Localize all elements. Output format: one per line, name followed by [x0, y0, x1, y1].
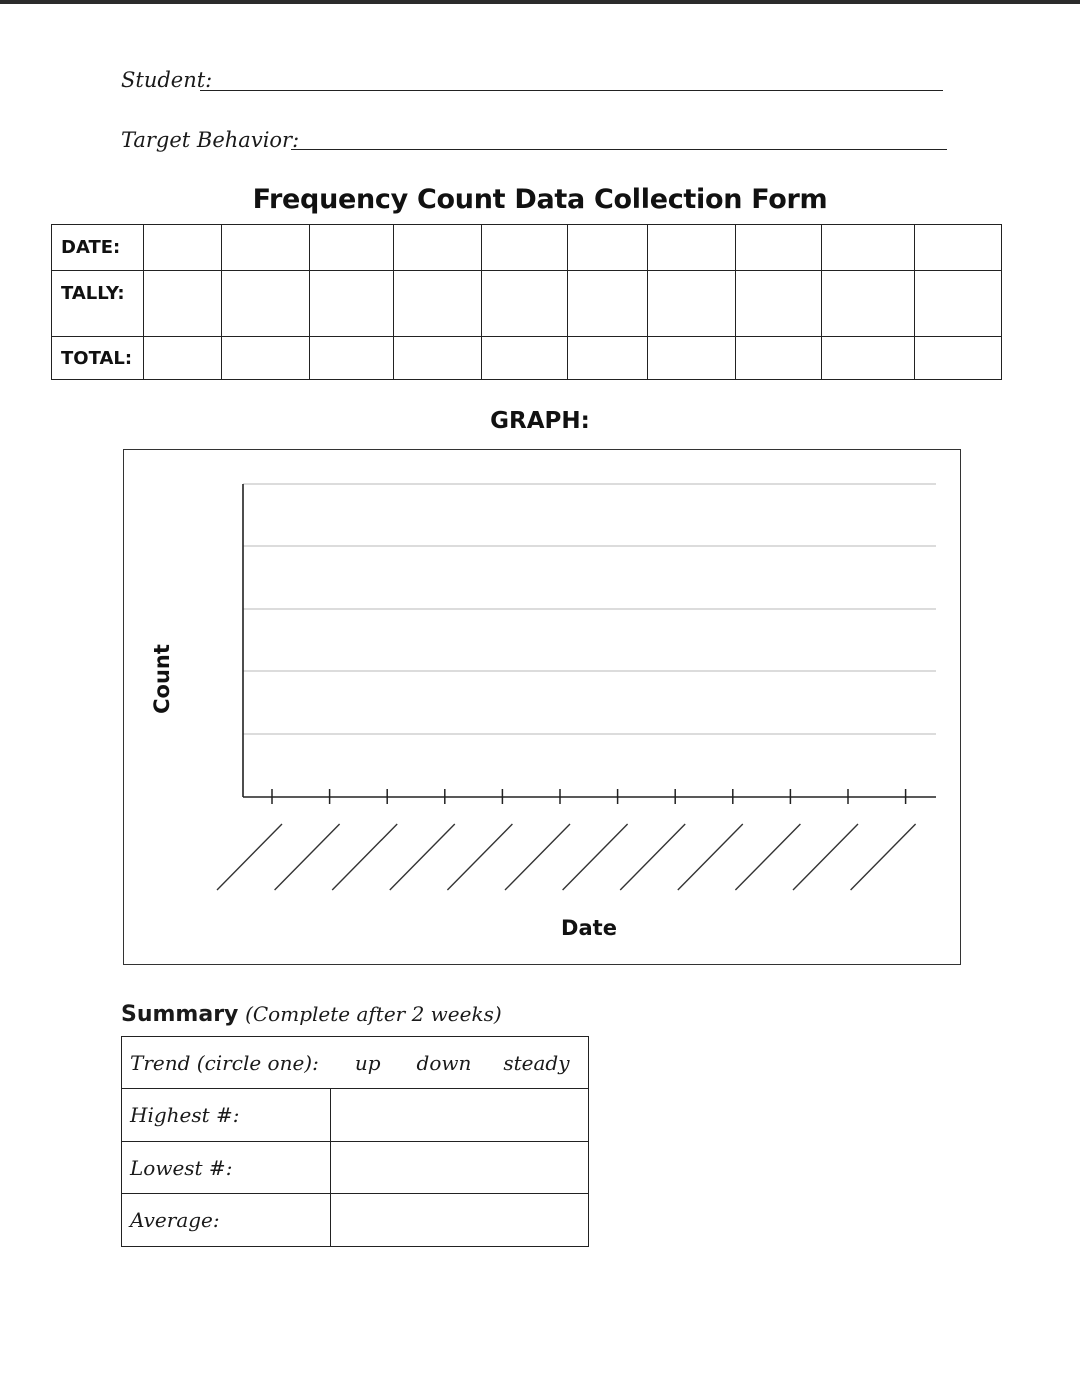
tally-cell[interactable] [222, 271, 310, 337]
date-cell[interactable] [482, 225, 568, 271]
total-cell[interactable] [310, 337, 394, 380]
date-cell[interactable] [822, 225, 915, 271]
date-label-slot[interactable] [793, 824, 858, 890]
date-label-slot[interactable] [275, 824, 340, 890]
date-label-slot[interactable] [851, 824, 916, 890]
total-cell[interactable] [144, 337, 222, 380]
date-row-label: DATE: [52, 225, 144, 271]
date-label-slot[interactable] [332, 824, 397, 890]
top-border [0, 0, 1080, 4]
date-label-slot[interactable] [390, 824, 455, 890]
count-chart [124, 450, 962, 966]
tally-cell[interactable] [310, 271, 394, 337]
average-value-cell[interactable] [331, 1194, 589, 1247]
graph-title: GRAPH: [490, 408, 590, 434]
total-cell[interactable] [736, 337, 822, 380]
date-label-slot[interactable] [447, 824, 512, 890]
tally-cell[interactable] [736, 271, 822, 337]
lowest-value-cell[interactable] [331, 1142, 589, 1194]
date-cell[interactable] [648, 225, 736, 271]
date-label-slot[interactable] [505, 824, 570, 890]
tally-row [52, 271, 1002, 337]
tally-cell[interactable] [394, 271, 482, 337]
date-label-slot[interactable] [678, 824, 743, 890]
x-axis-label: Date [561, 916, 617, 940]
total-cell[interactable] [222, 337, 310, 380]
total-cell[interactable] [482, 337, 568, 380]
tally-cell[interactable] [648, 271, 736, 337]
tally-cell[interactable] [482, 271, 568, 337]
graph-frame [123, 449, 961, 965]
y-axis-label: Count [150, 644, 174, 714]
date-label-slots [217, 824, 916, 890]
date-label-slot[interactable] [735, 824, 800, 890]
tally-row-label: TALLY: [52, 271, 144, 337]
total-cell[interactable] [915, 337, 1002, 380]
summary-note: (Complete after 2 weeks) [245, 1002, 502, 1026]
tally-cell[interactable] [822, 271, 915, 337]
tally-cell[interactable] [915, 271, 1002, 337]
trend-label: Trend (circle one): [130, 1050, 319, 1075]
highest-row [122, 1089, 589, 1142]
student-field[interactable] [200, 90, 943, 91]
summary-table [121, 1036, 589, 1247]
total-cell[interactable] [394, 337, 482, 380]
summary-title: Summary [121, 1002, 239, 1027]
date-label-slot[interactable] [217, 824, 282, 890]
tally-cell[interactable] [568, 271, 648, 337]
date-label-slot[interactable] [563, 824, 628, 890]
date-cell[interactable] [915, 225, 1002, 271]
target-behavior-label: Target Behavior: [121, 128, 300, 152]
trend-option-steady[interactable]: steady [503, 1050, 570, 1075]
total-row [52, 337, 1002, 380]
total-cell[interactable] [648, 337, 736, 380]
target-behavior-field[interactable] [291, 149, 947, 150]
trend-option-up[interactable]: up [354, 1050, 381, 1075]
total-cell[interactable] [568, 337, 648, 380]
date-cell[interactable] [144, 225, 222, 271]
date-cell[interactable] [310, 225, 394, 271]
trend-option-down[interactable]: down [416, 1050, 472, 1075]
chart-gridlines [243, 484, 936, 734]
date-cell[interactable] [736, 225, 822, 271]
date-label-slot[interactable] [620, 824, 685, 890]
student-label: Student: [121, 68, 213, 92]
lowest-row [122, 1142, 589, 1194]
date-cell[interactable] [222, 225, 310, 271]
total-row-label: TOTAL: [52, 337, 144, 380]
average-label: Average: [122, 1194, 331, 1247]
tally-cell[interactable] [144, 271, 222, 337]
highest-label: Highest #: [122, 1089, 331, 1142]
highest-value-cell[interactable] [331, 1089, 589, 1142]
frequency-table [51, 224, 1002, 380]
average-row [122, 1194, 589, 1247]
date-cell[interactable] [568, 225, 648, 271]
total-cell[interactable] [822, 337, 915, 380]
trend-row [122, 1037, 589, 1089]
form-title: Frequency Count Data Collection Form [252, 184, 828, 215]
lowest-label: Lowest #: [122, 1142, 331, 1194]
date-cell[interactable] [394, 225, 482, 271]
trend-cell [122, 1037, 589, 1089]
date-row [52, 225, 1002, 271]
summary-heading [121, 1002, 502, 1027]
